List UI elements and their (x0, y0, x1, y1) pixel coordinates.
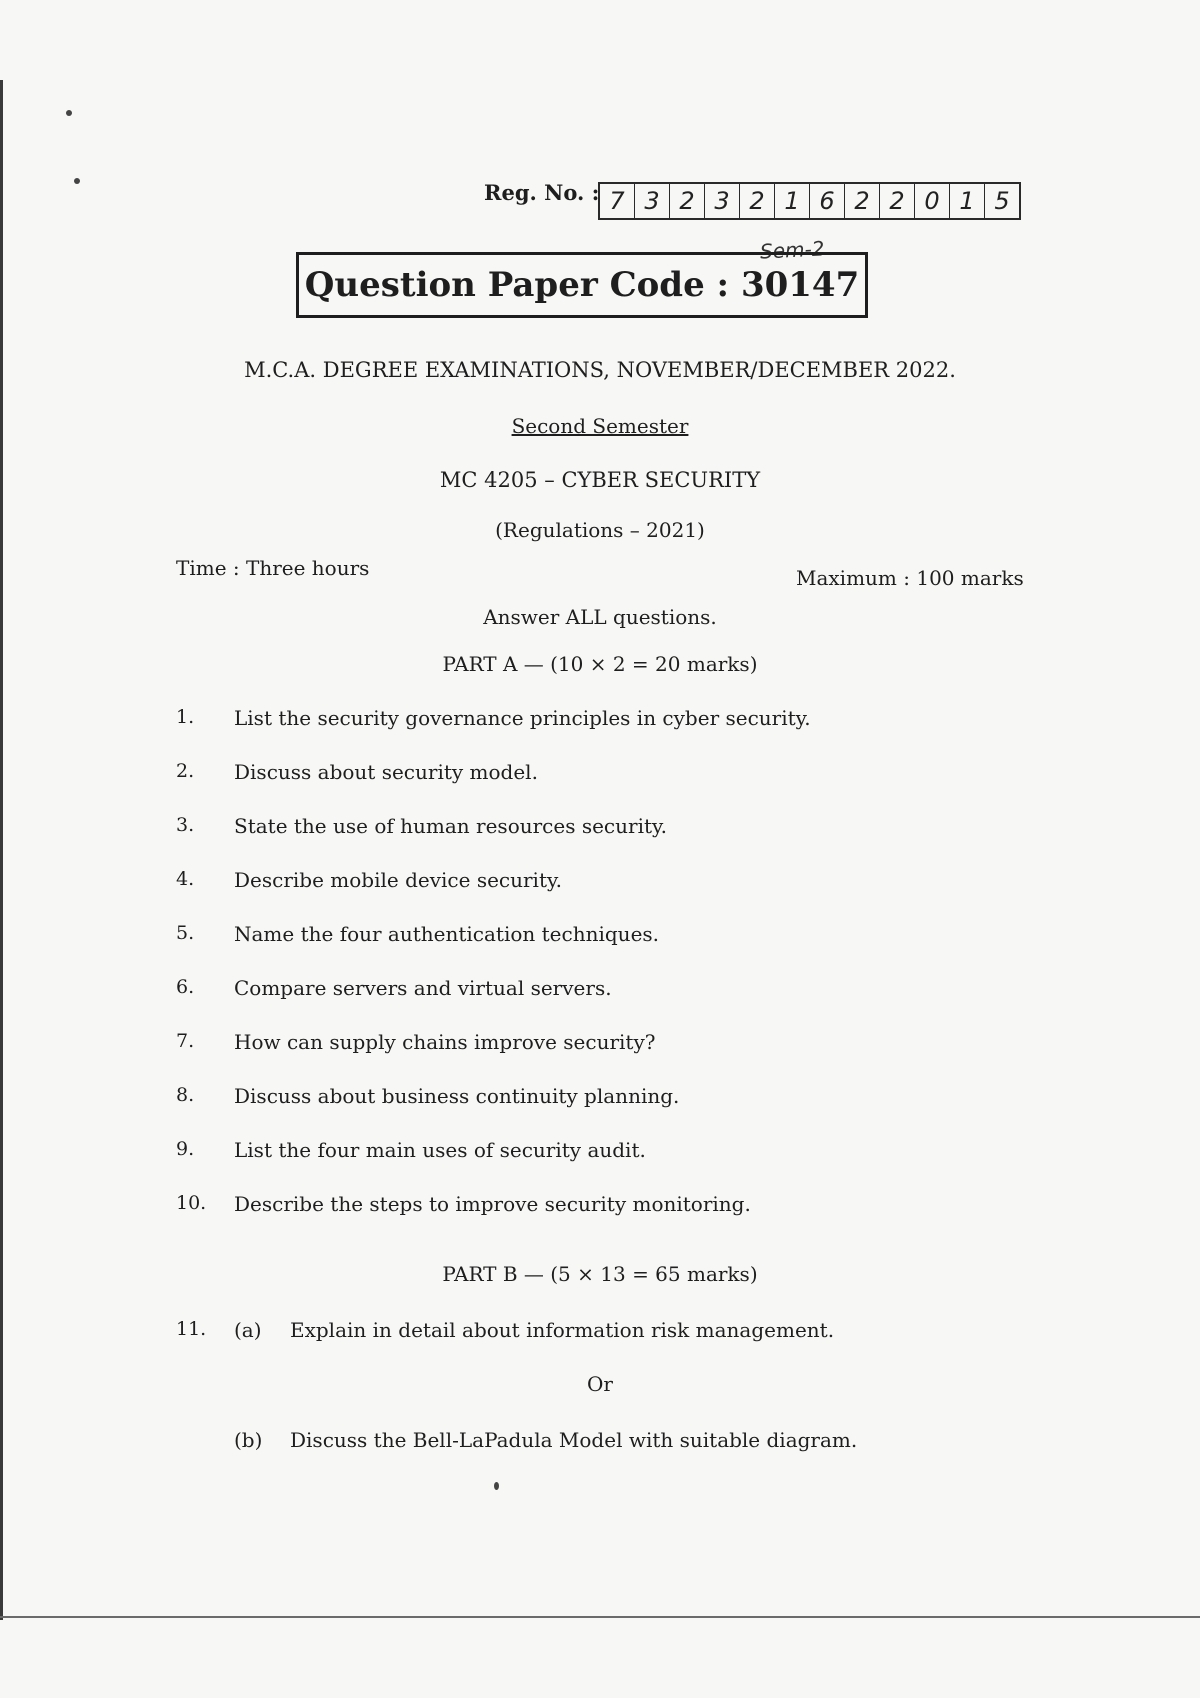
question-number: 1. (176, 706, 195, 728)
reg-no-digit: 2 (845, 184, 880, 218)
question-text: List the security governance principles in cyber security. (234, 706, 811, 730)
question-number: 8. (176, 1084, 195, 1106)
scan-speck (494, 1482, 499, 1490)
or-separator: Or (587, 1372, 613, 1396)
question-text: List the four main uses of security audit. (234, 1138, 646, 1162)
question-paper-code-text: Question Paper Code : 30147 (304, 265, 860, 305)
part-a-heading: PART A — (10 × 2 = 20 marks) (442, 652, 758, 676)
subject-title: MC 4205 – CYBER SECURITY (439, 468, 761, 492)
part-b-heading: PART B — (5 × 13 = 65 marks) (442, 1262, 758, 1286)
reg-no-label: Reg. No. : (484, 180, 600, 205)
question-option-label: (a) (234, 1318, 262, 1342)
time-allowed: Time : Three hours (176, 556, 370, 580)
exam-title: M.C.A. DEGREE EXAMINATIONS, NOVEMBER/DECEMBER 2022. (244, 358, 956, 382)
reg-no-digit: 6 (810, 184, 845, 218)
question-option-label: (b) (234, 1428, 263, 1452)
question-number: 10. (176, 1192, 207, 1214)
reg-no-boxes (598, 182, 1021, 220)
reg-no-digit: 2 (740, 184, 775, 218)
question-text: Discuss the Bell-LaPadula Model with suitable diagram. (290, 1428, 858, 1452)
scan-speck (66, 110, 72, 116)
question-number: 5. (176, 922, 195, 944)
page-bottom-rule (0, 1616, 1200, 1618)
reg-no-digit: 5 (994, 187, 1010, 215)
question-text: How can supply chains improve security? (234, 1030, 656, 1054)
instruction: Answer ALL questions. (483, 605, 717, 629)
question-paper-code (296, 252, 868, 318)
reg-no-digit: 2 (670, 184, 705, 218)
question-number: 9. (176, 1138, 195, 1160)
question-text: Describe the steps to improve security monitoring. (234, 1192, 751, 1216)
question-text: Describe mobile device security. (234, 868, 562, 892)
question-number: 3. (176, 814, 195, 836)
question-text: Discuss about business continuity planning. (234, 1084, 680, 1108)
question-text: Compare servers and virtual servers. (234, 976, 612, 1000)
reg-no-digit: 7 (600, 184, 635, 218)
question-text: State the use of human resources security. (234, 814, 668, 838)
question-number: 2. (176, 760, 195, 782)
reg-no-digit: 1 (950, 184, 985, 218)
regulations: (Regulations – 2021) (495, 518, 705, 542)
question-text: Explain in detail about information risk management. (290, 1318, 835, 1342)
reg-no-digit: 2 (880, 184, 915, 218)
handwritten-sem-note: Sem-2 (759, 236, 826, 264)
question-text: Name the four authentication techniques. (234, 922, 660, 946)
reg-no-digit: 3 (705, 184, 740, 218)
maximum-marks: Maximum : 100 marks (796, 566, 1024, 590)
question-number: 4. (176, 868, 195, 890)
question-text: Discuss about security model. (234, 760, 538, 784)
question-number: 6. (176, 976, 195, 998)
reg-no-digit: 1 (775, 184, 810, 218)
question-number: 11. (176, 1318, 207, 1340)
scan-speck (74, 178, 80, 184)
reg-no-digit: 0 (915, 184, 950, 218)
question-number: 7. (176, 1030, 195, 1052)
semester: Second Semester (511, 414, 689, 438)
reg-no-digit: 3 (635, 184, 670, 218)
